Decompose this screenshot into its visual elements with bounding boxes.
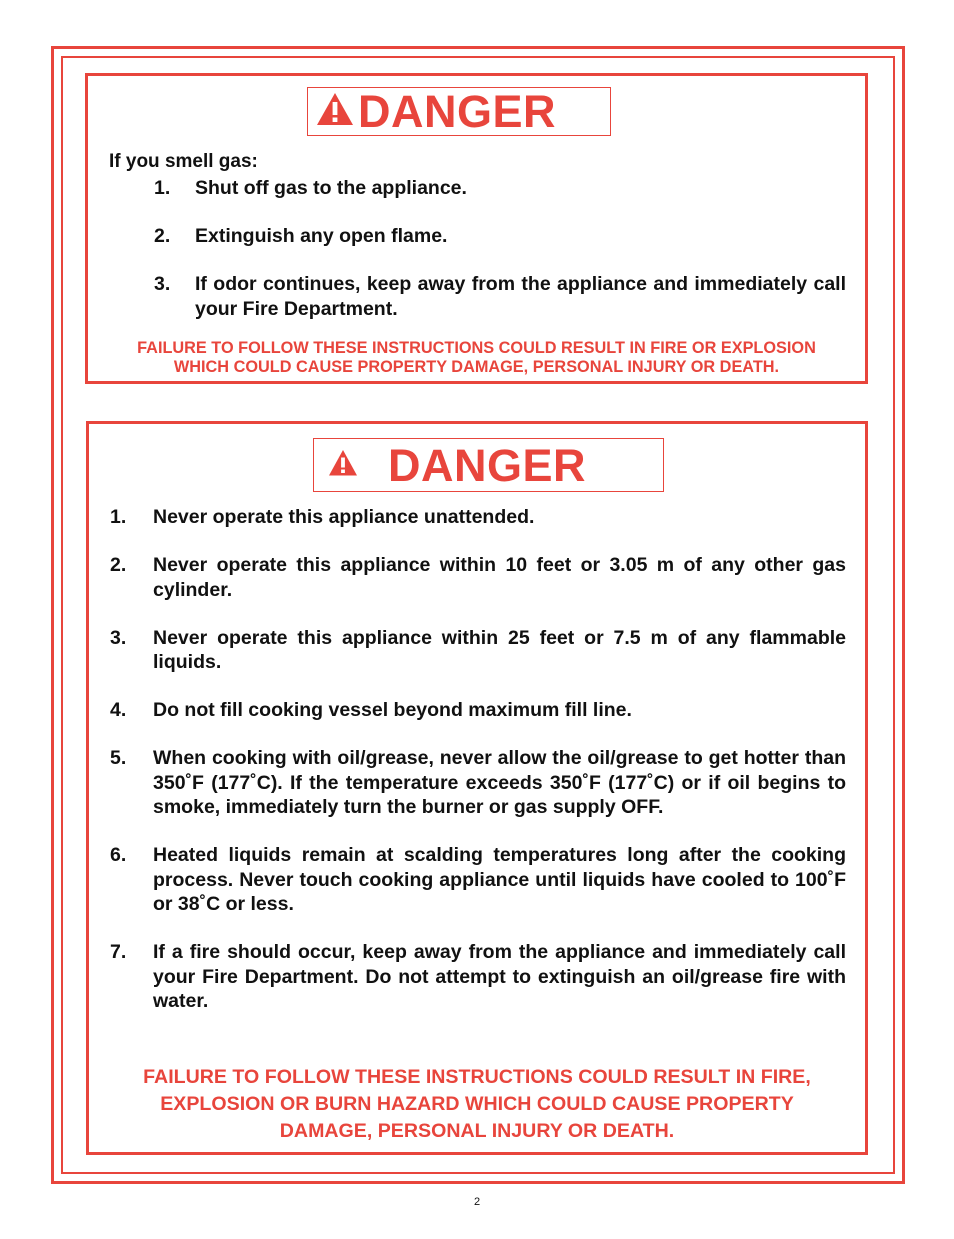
- list-item: 4. Do not fill cooking vessel beyond maximum fill line.: [110, 699, 632, 721]
- safety-rules-list: [110, 505, 846, 1037]
- list-item: 5. When cooking with oil/grease, never allow the oil/grease to get hotter than 350˚F (177˚C). If the temperature exceeds 350˚F (177˚C) or if oil begins to smoke, immediately turn the burner or gas supply OFF.: [110, 747, 846, 818]
- list-item: 6. Heated liquids remain at scalding temperatures long after the cooking process. Never touch cooking appliance until liquids have cooled to 100˚F or 38˚C or less.: [110, 844, 846, 915]
- list-item: 2. Never operate this appliance within 10 feet or 3.05 m of any other gas cylinder.: [110, 554, 846, 601]
- danger-banner: [307, 87, 611, 136]
- list-item: 7. If a fire should occur, keep away from the appliance and immediately call your Fire Department. Do not attempt to extinguish an oil/grease fire with water.: [110, 941, 846, 1012]
- page-number: 2: [473, 1196, 481, 1208]
- list-item: 2. Extinguish any open flame.: [154, 225, 448, 247]
- operation-danger-box: [86, 421, 868, 1155]
- failure-warning: FAILURE TO FOLLOW THESE INSTRUCTIONS COULD RESULT IN FIRE OR EXPLOSION WHICH COULD CAUSE PROPERTY DAMAGE, PERSONAL INJURY OR DEATH.: [137, 339, 816, 376]
- list-item: 1. Shut off gas to the appliance.: [154, 177, 467, 199]
- list-item: 1. Never operate this appliance unattended.: [110, 506, 535, 528]
- danger-banner: [313, 438, 664, 492]
- failure-warning: FAILURE TO FOLLOW THESE INSTRUCTIONS COULD RESULT IN FIRE, EXPLOSION OR BURN HAZARD WHICH COULD CAUSE PROPERTY DAMAGE, PERSONAL INJURY OR DEATH.: [143, 1066, 811, 1142]
- gas-steps-list: [154, 176, 846, 345]
- list-item: 3. Never operate this appliance within 25 feet or 7.5 m of any flammable liquids.: [110, 626, 846, 673]
- list-item: 3. If odor continues, keep away from the appliance and immediately call your Fire Department.: [154, 273, 846, 320]
- warning-triangle-icon: [328, 449, 358, 482]
- gas-smell-danger-box: [85, 73, 868, 384]
- danger-title: DANGER: [388, 439, 587, 491]
- danger-title: DANGER: [358, 86, 557, 137]
- intro-text: If you smell gas:: [109, 151, 258, 172]
- warning-triangle-icon: [316, 91, 354, 132]
